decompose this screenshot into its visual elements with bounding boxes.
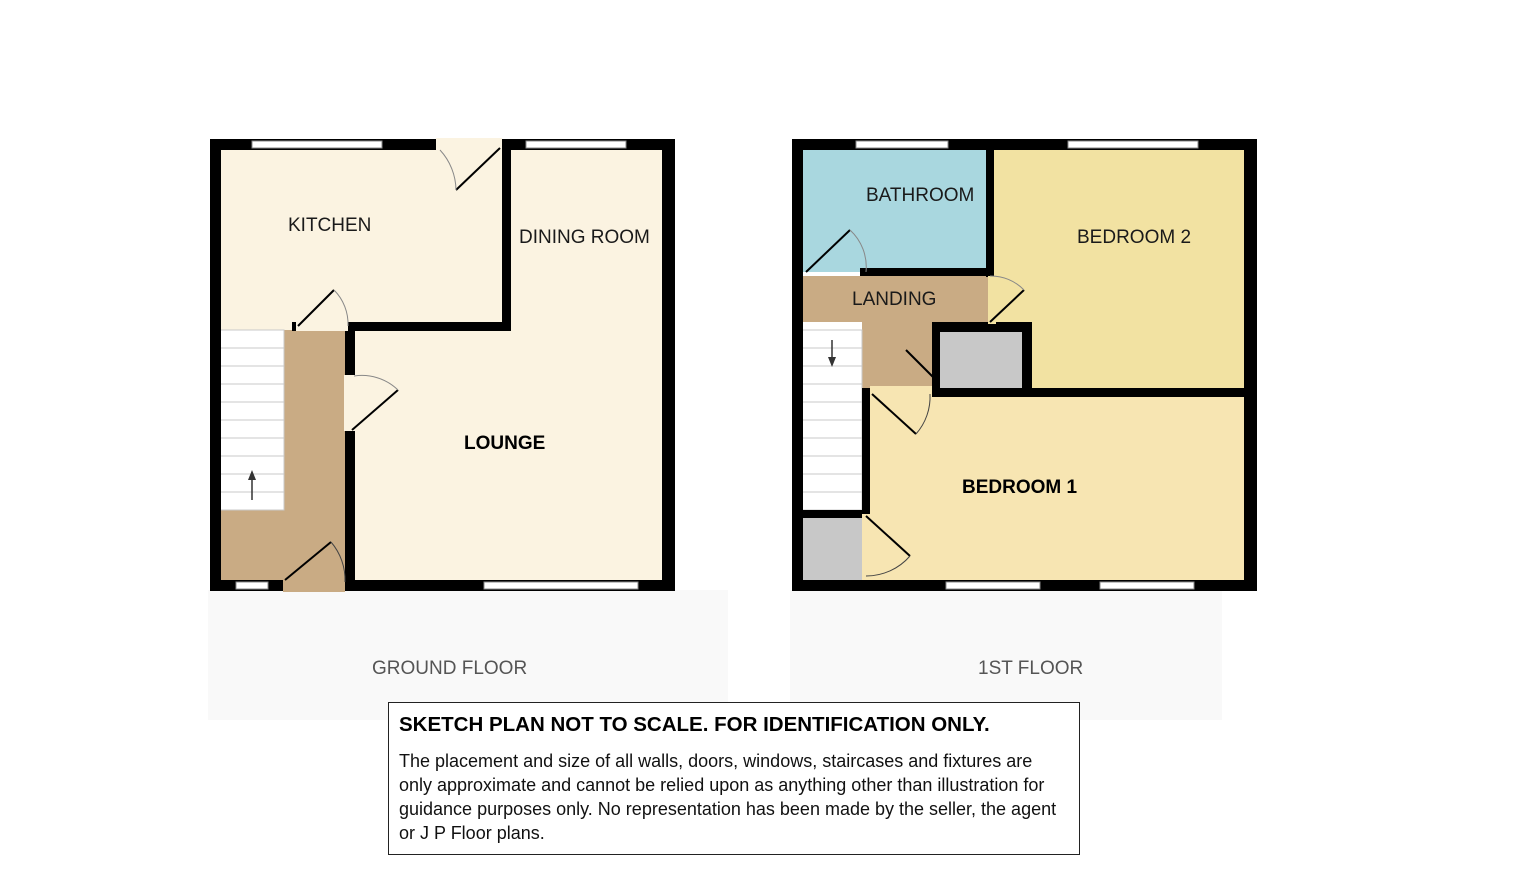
window	[946, 582, 1040, 589]
ground-floor-backdrop	[208, 590, 728, 720]
ground-floor-label: GROUND FLOOR	[372, 658, 528, 679]
window	[1100, 582, 1194, 589]
window	[252, 141, 382, 148]
bedroom-1-label: BEDROOM 1	[962, 477, 1078, 498]
kitchen-floor	[220, 150, 502, 330]
first-floor-label: 1ST FLOOR	[978, 658, 1084, 679]
landing-cupboard-floor	[940, 332, 1022, 390]
bedroom-2-label: BEDROOM 2	[1077, 227, 1192, 248]
window	[856, 141, 948, 148]
window	[526, 141, 626, 148]
disclaimer-title: SKETCH PLAN NOT TO SCALE. FOR IDENTIFICATION ONLY.	[399, 713, 990, 736]
bathroom-label: BATHROOM	[866, 185, 975, 206]
bathroom-floor	[802, 150, 986, 272]
landing-label: LANDING	[852, 289, 937, 310]
window	[484, 582, 638, 589]
window	[236, 582, 268, 589]
kitchen-label: KITCHEN	[288, 215, 372, 236]
lounge-label: LOUNGE	[464, 433, 546, 454]
lounge-floor	[355, 330, 665, 580]
first-floor-backdrop	[790, 590, 1222, 720]
window	[1068, 141, 1198, 148]
bedroom-1-cupboard-floor	[802, 518, 864, 580]
dining-room-label: DINING ROOM	[519, 227, 650, 248]
disclaimer-body: The placement and size of all walls, doors, windows, staircases and fixtures are only approximate and cannot be relied upon as anything other than illustration for guidance purposes only. No representation has been made by the seller, the agent or J P Floor plans.	[399, 751, 1057, 843]
disclaimer-box	[388, 702, 1080, 855]
landing-floor-lower	[862, 320, 934, 390]
